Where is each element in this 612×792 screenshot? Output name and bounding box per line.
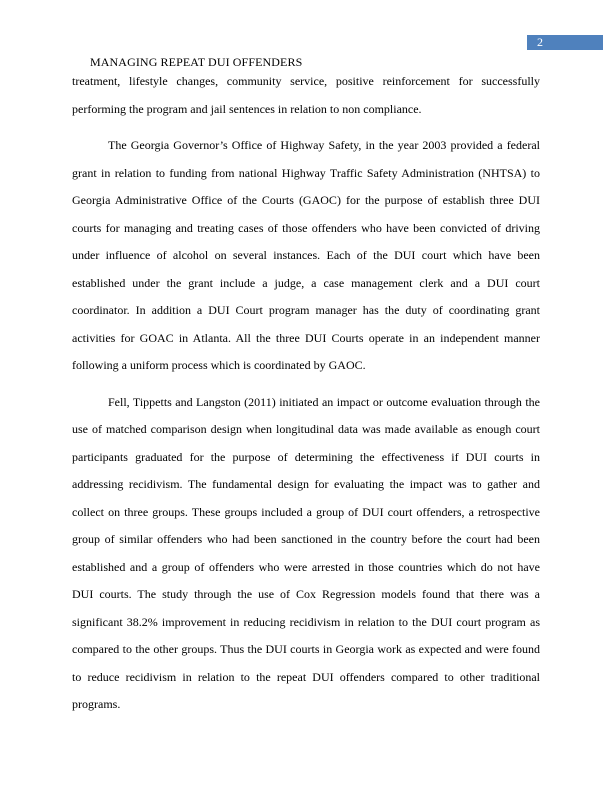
page-number: 2 [537,35,543,49]
page-number-badge [527,35,603,50]
running-head: MANAGING REPEAT DUI OFFENDERS [90,55,303,69]
paragraph-georgia-grant: The Georgia Governor’s Office of Highway Safety, in the year 2003 provided a federal grant in relation to funding from national Highway Traffic Safety Administration (NHTSA) to Georgia Administrative Office of the Courts (GAOC) for the purpose of establish three DUI courts for managing and treating cases of those offenders who have been convicted of driving under influence of alcohol on several instances. Each of the DUI court which have been established under the grant include a judge, a case management clerk and a DUI court coordinator. In addition a DUI Court program manager has the duty of coordinating grant activities for GOAC in Atlanta. All the three DUI Courts operate in an independent manner following a uniform process which is coordinated by GAOC. [72,138,540,372]
paragraph-impact-evaluation: Fell, Tippetts and Langston (2011) initiated an impact or outcome evaluation through the use of matched comparison design when longitudinal data was made available as enough court participants graduated for the purpose of determining the effectiveness if DUI courts in addressing recidivism. The fundamental design for evaluating the impact was to gather and collect on three groups. These groups included a group of DUI court offenders, a retrospective group of similar offenders who had been sanctioned in the country before the court had been established and a group of offenders who were arrested in those countries which do not have DUI courts. The study through the use of Cox Regression models found that there was a significant 38.2% improvement in reducing recidivism in relation to the DUI court program as compared to the other groups. Thus the DUI courts in Georgia work as expected and were found to reduce recidivism in relation to the repeat DUI offenders compared to other traditional programs. [72,394,540,711]
document-body [72,68,540,719]
paragraph-continuation: treatment, lifestyle changes, community service, positive reinforcement for successfully performing the program and jail sentences in relation to non compliance. [72,74,540,116]
